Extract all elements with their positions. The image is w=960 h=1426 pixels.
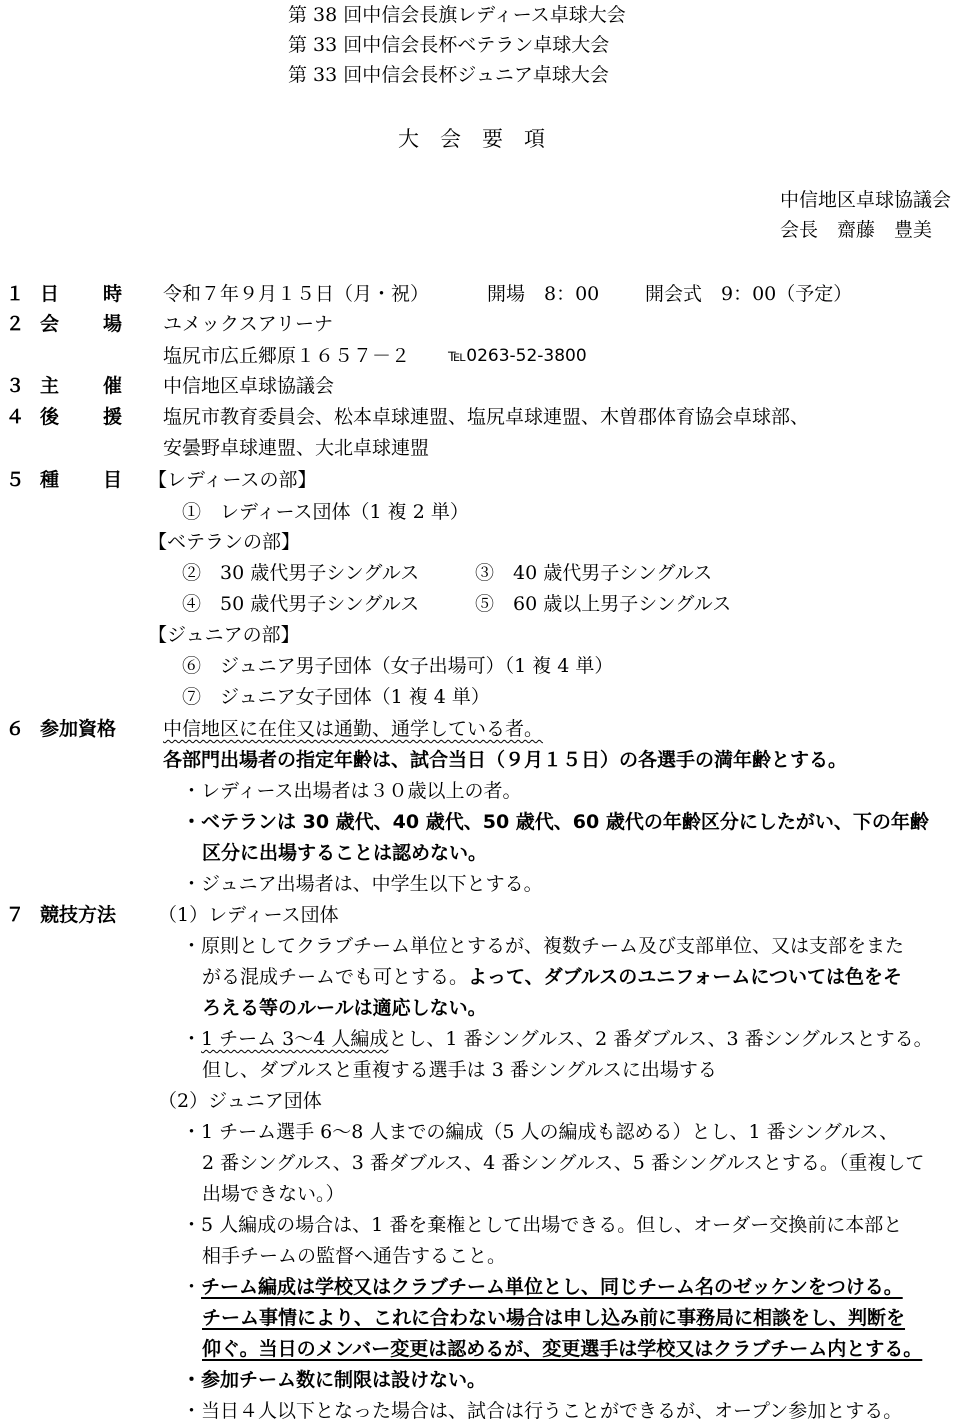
team-formation-rule: チーム編成は学校又はクラブチーム単位とし、同じチーム名のゼッケンをつける。 [201, 1276, 903, 1298]
section-venue [0, 309, 960, 339]
rule-line: ・当日４人以下となった場合は、試合は行うことができるが、オープン参加とする。 [182, 1400, 903, 1422]
rule-line: ・5 人編成の場合は、1 番を棄権として出場できる。但し、オーダー交換前に本部と [182, 1214, 903, 1236]
team-formation-rule-cont: 仰ぐ。当日のメンバー変更は認めるが、変更選手は学校又はクラブチーム内とする。 [202, 1338, 923, 1360]
section-host [0, 371, 960, 401]
label-char: 援 [102, 406, 122, 428]
rule-line: ・1 チーム選手 6～8 人までの編成（5 人の編成も認める）とし、1 番シングルス、 [182, 1121, 899, 1143]
event-item: ⑦ ジュニア女子団体（1 複 4 単） [182, 686, 490, 708]
event-item: ④ 50 歳代男子シングルス [182, 593, 420, 615]
team-size-text: 1 チーム 3～4 人編成 [201, 1028, 389, 1050]
section-date-time [0, 279, 960, 309]
ladies-division-heading: 【レディースの部】 [148, 469, 317, 491]
team-formation-rule-cont: チーム事情により、これに合わない場合は申し込み前に事務局に相談をし、判断を [202, 1307, 906, 1329]
section-number: ４ [5, 406, 25, 428]
rule-text-bold: よって、ダブルスのユニフォームについては色をそ [468, 966, 902, 988]
junior-division-heading: 【ジュニアの部】 [148, 624, 300, 646]
eligibility-junior: ・ジュニア出場者は、中学生以下とする。 [182, 873, 543, 895]
event-item: ⑥ ジュニア男子団体（女子出場可）（1 複 4 単） [182, 655, 614, 677]
label-char: 主 [40, 375, 60, 397]
label-char: 種 [40, 469, 60, 491]
bullet: ・ [182, 1276, 202, 1298]
section-number: ６ [5, 718, 25, 740]
bullet: ・ [182, 1028, 202, 1050]
opening-ceremony-time: 開会式 9：00（予定） [645, 283, 853, 305]
section-label [40, 402, 122, 432]
title-veteran: 第 33 回中信会長杯ベテラン卓球大会 [288, 34, 610, 56]
label-char: 日 [40, 283, 60, 305]
section-support [0, 402, 960, 432]
event-item: ② 30 歳代男子シングルス [182, 562, 420, 584]
label-char: 催 [102, 375, 122, 397]
rule-line: 2 番シングルス、3 番ダブルス、4 番シングルス、5 番シングルスとする。（重複して [202, 1152, 925, 1174]
section-competition-method [0, 900, 960, 930]
eligibility-residency: 中信地区に在住又は通勤、通学している者。 [163, 718, 544, 740]
ladies-team-subheading: （1）レディース団体 [158, 904, 339, 926]
section-label [40, 465, 122, 495]
supporters-line-1: 塩尻市教育委員会、松本卓球連盟、塩尻卓球連盟、木曽郡体育協会卓球部、 [163, 406, 810, 428]
section-number: ７ [5, 904, 25, 926]
veteran-division-heading: 【ベテランの部】 [148, 531, 301, 553]
rule-line: ろえる等のルールは適応しない。 [202, 997, 487, 1019]
rule-line: ・原則としてクラブチーム単位とするが、複数チーム及び支部単位、又は支部をまた [182, 935, 905, 957]
rule-text: とし、1 番シングルス、2 番ダブルス、3 番シングルスとする。 [388, 1028, 933, 1050]
venue-phone: ℡0263-52-3800 [448, 346, 587, 366]
eligibility-age-rule: 各部門出場者の指定年齢は、試合当日（９月１５日）の各選手の満年齢とする。 [163, 749, 848, 771]
doors-open-time: 開場 8：00 [487, 283, 600, 305]
section-label [40, 371, 122, 401]
section-number: ３ [5, 375, 25, 397]
organizer-president: 会長 齋藤 豊美 [780, 219, 933, 241]
label-char: 後 [40, 406, 60, 428]
rule-line [202, 962, 902, 992]
rule-line: ・参加チーム数に制限は設けない。 [182, 1369, 487, 1391]
section-number: ５ [5, 469, 25, 491]
title-junior: 第 33 回中信会長杯ジュニア卓球大会 [288, 64, 609, 86]
junior-team-subheading: （2）ジュニア団体 [158, 1090, 322, 1112]
venue-name: ユメックスアリーナ [163, 313, 334, 335]
section-events [0, 465, 960, 495]
rule-line: 但し、ダブルスと重複する選手は 3 番シングルスに出場する [202, 1059, 717, 1081]
rule-text: がる混成チームでも可とする。 [202, 966, 469, 988]
rule-line [182, 1024, 933, 1054]
section-number: ２ [5, 313, 25, 335]
section-label: 参加資格 [40, 718, 117, 740]
supporters-line-2: 安曇野卓球連盟、大北卓球連盟 [163, 437, 430, 459]
page-heading: 大 会 要 項 [398, 127, 545, 151]
organizer-name: 中信地区卓球協議会 [780, 189, 952, 211]
eligibility-veteran: ・ベテランは 30 歳代、40 歳代、50 歳代、60 歳代の年齢区分にしたがい、下の年齢 [182, 811, 929, 833]
rule-line: 相手チームの監督へ通告すること。 [202, 1245, 507, 1267]
title-ladies: 第 38 回中信会長旗レディース卓球大会 [288, 4, 626, 26]
label-char: 時 [102, 283, 122, 305]
section-number: １ [5, 283, 25, 305]
label-char: 会 [40, 313, 60, 335]
section-label [40, 279, 122, 309]
event-item: ⑤ 60 歳以上男子シングルス [475, 593, 732, 615]
event-item: ① レディース団体（1 複 2 単） [182, 501, 469, 523]
label-char: 目 [102, 469, 122, 491]
label-char: 場 [102, 313, 122, 335]
eligibility-veteran-cont: 区分に出場することは認めない。 [202, 842, 488, 864]
rule-line [182, 1272, 903, 1302]
host-name: 中信地区卓球協議会 [163, 375, 335, 397]
event-date: 令和７年９月１５日（月・祝） [163, 283, 430, 305]
section-label: 競技方法 [40, 904, 117, 926]
event-item: ③ 40 歳代男子シングルス [475, 562, 713, 584]
section-eligibility [0, 714, 960, 744]
venue-address: 塩尻市広丘郷原１６５７－２ [163, 345, 411, 367]
section-label [40, 309, 122, 339]
eligibility-ladies: ・レディース出場者は３０歳以上の者。 [182, 780, 522, 802]
rule-line: 出場できない。） [202, 1183, 345, 1205]
